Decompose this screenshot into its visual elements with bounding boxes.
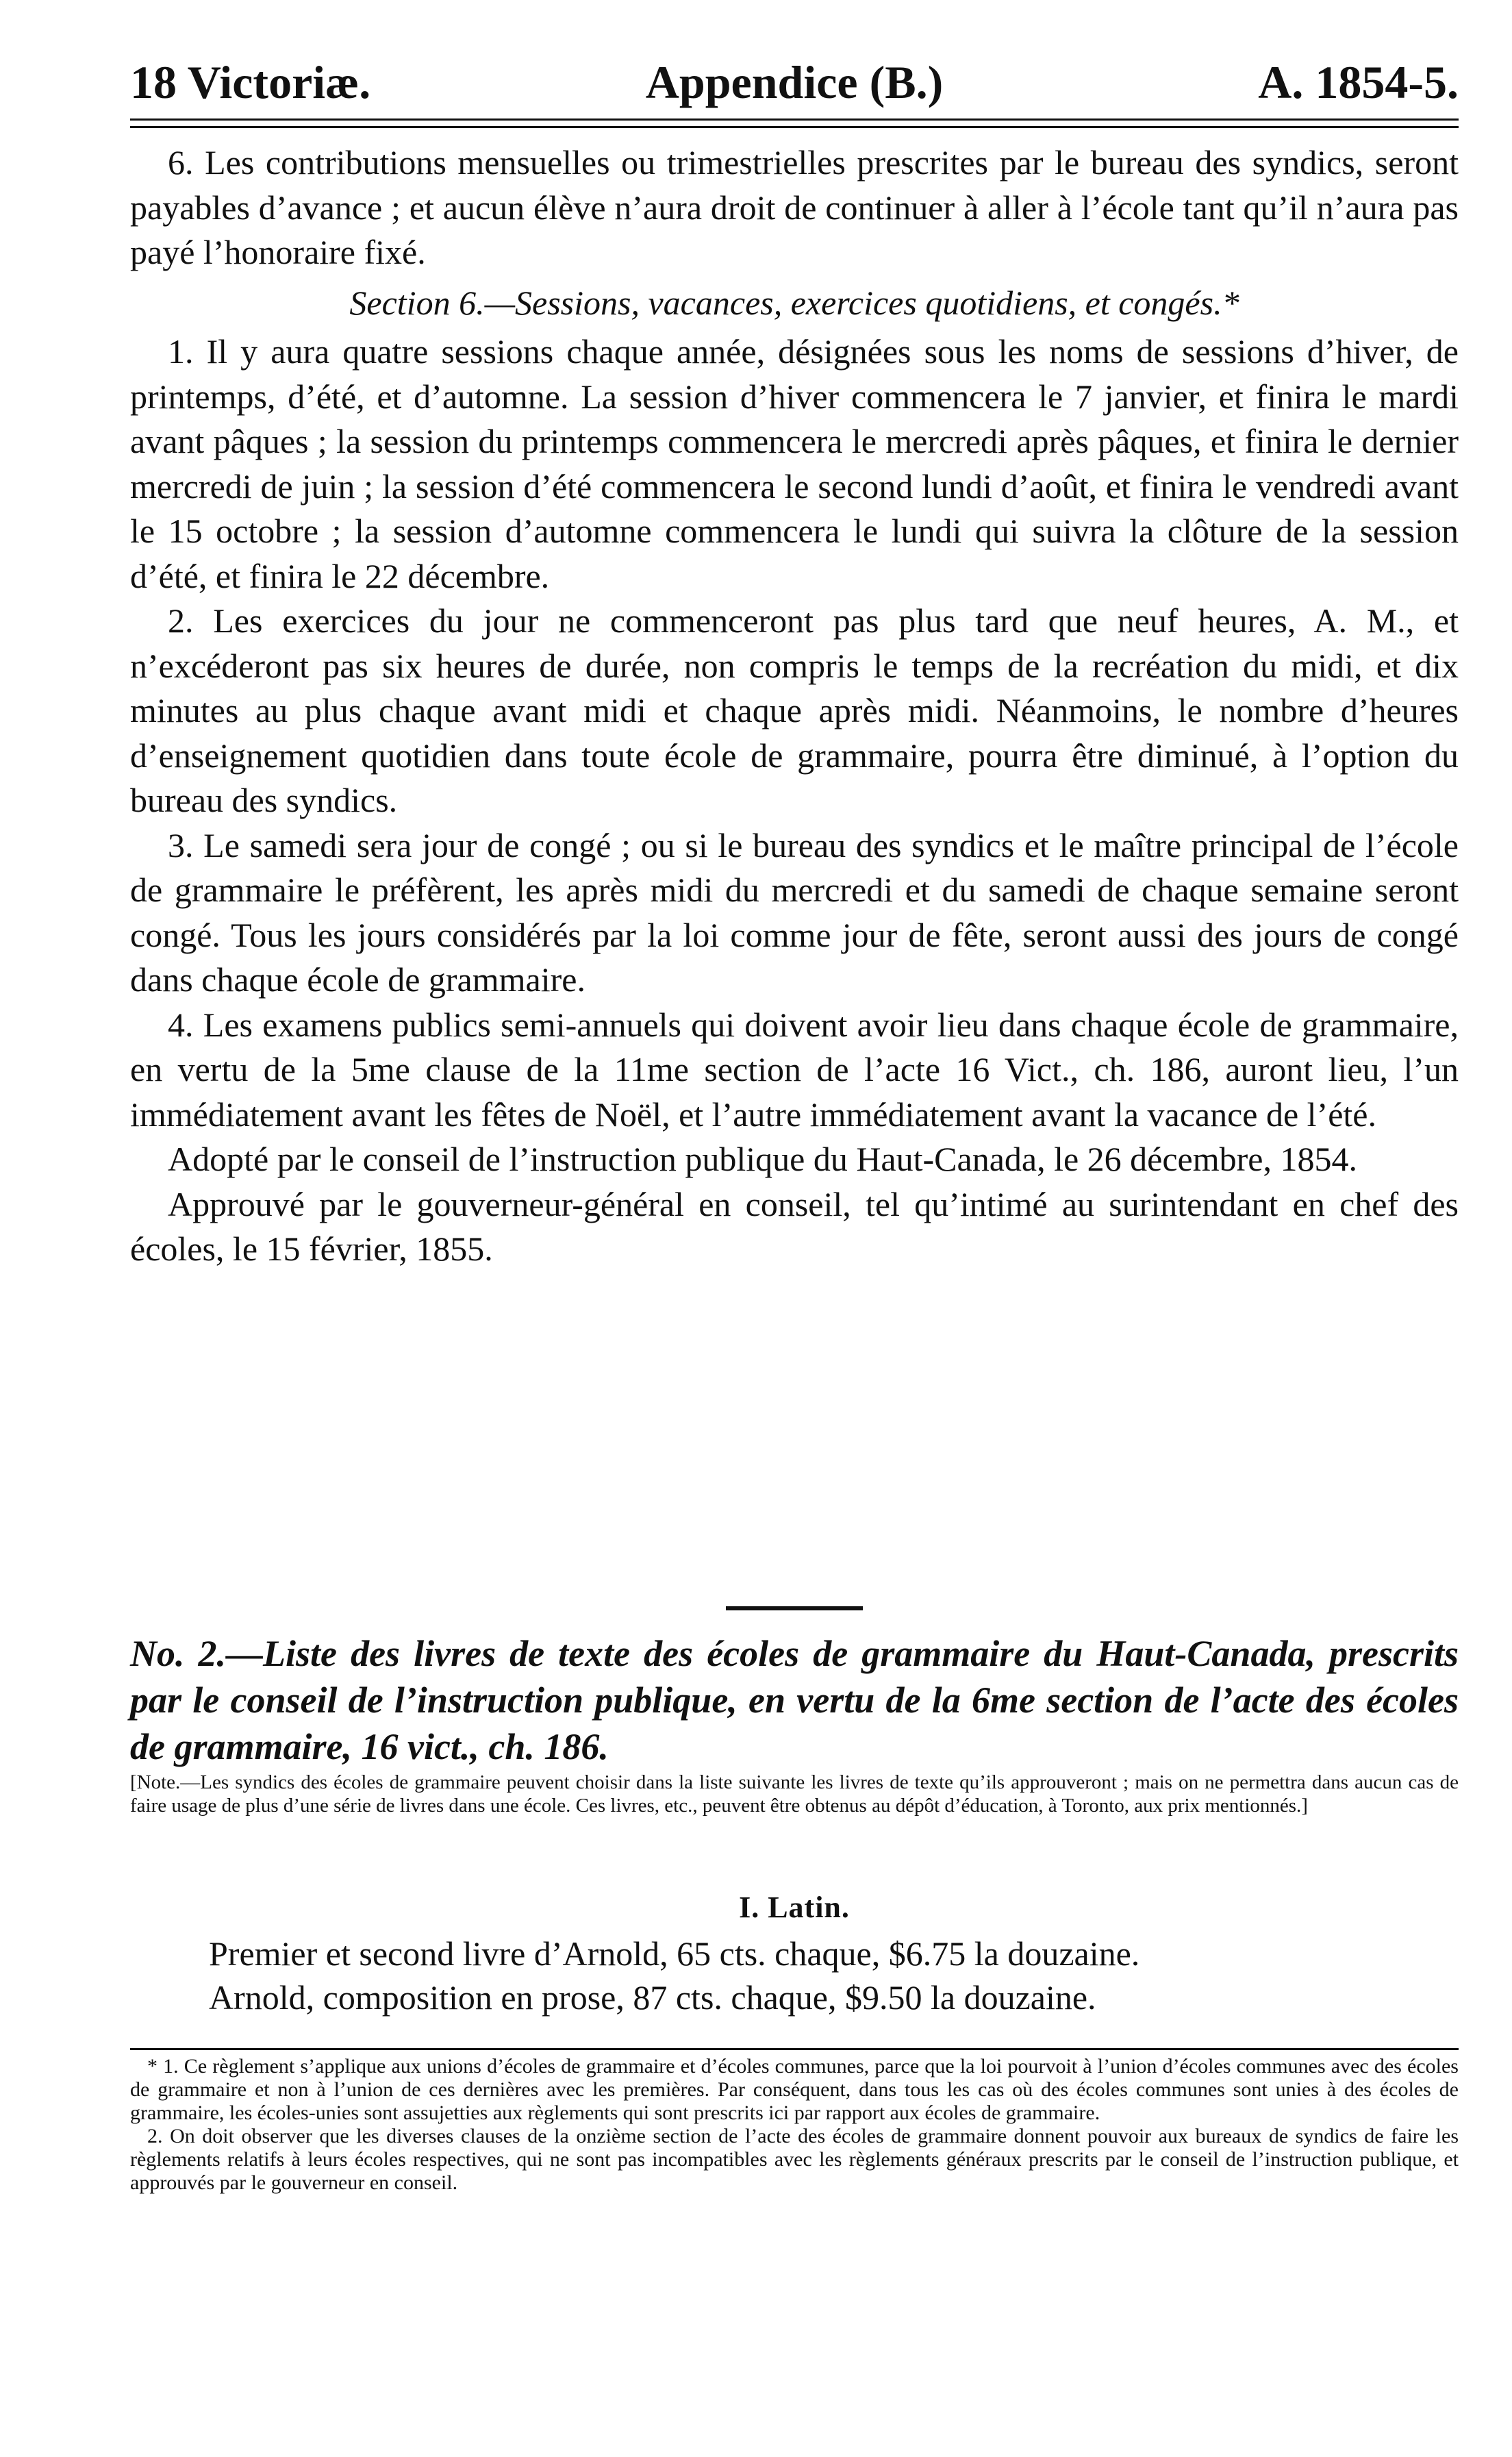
footnote-rule [130,2048,1459,2050]
approval-statement: Approuvé par le gouverneur-général en conseil, tel qu’intimé au surintendant en chef des écoles, le 15 février, 1855. [130,1184,1459,1268]
list-item: Premier et second livre d’Arnold, 65 cts. chaque, $6.75 la douzaine. [209,1934,1140,1973]
header-rule-top [130,119,1459,121]
latin-book-list [130,1932,1459,2019]
footnotes [130,2055,1459,2195]
header-year: A. 1854-5. [1258,56,1459,108]
header-appendix: Appendice (B.) [645,56,944,108]
paragraph-6: 6. Les contributions mensuelles ou trimestrielles prescrites par le bureau des syndics, seront payables d’avance ; et aucun élève n’aura droit de continuer à aller à l’école tant qu’il n’aura pas payé l’honoraire fixé. [130,143,1459,271]
list-heading: No. 2.—Liste des livres de texte des écoles de grammaire du Haut-Canada, prescrits par le conseil de l’instruction publique, en vertu de la 6me section de l’acte des écoles de grammaire, 16 vict., ch. 186. [130,1633,1459,1767]
section-6-clause-4: 4. Les examens publics semi-annuels qui doivent avoir lieu dans chaque école de grammaire, en vertu de la 5me clause de la 11me section de l’acte 16 Vict., ch. 186, auront lieu, l’un immédiatement avant les fêtes de Noël, et l’autre immédiatement avant la vacance de l’été. [130,1005,1459,1134]
list-item: Arnold, composition en prose, 87 cts. chaque, $9.50 la douzaine. [209,1978,1096,2017]
main-body [130,140,1459,1272]
note-paragraph: [Note.—Les syndics des écoles de grammaire peuvent choisir dans la liste suivante les livres de texte qu’ils approuveront ; mais on ne permettra dans aucun cas de faire usage de plus d’une série de livres dans une école. Ces livres, etc., peuvent être obtenus au dépôt d’éducation, à Toronto, aux prix mentionnés.] [130,1771,1459,1817]
section-divider [726,1606,863,1610]
adoption-statement: Adopté par le conseil de l’instruction publique du Haut-Canada, le 26 décembre, 1854. [168,1140,1357,1178]
latin-section-title: I. Latin. [739,1891,850,1924]
header-session: 18 Victoriæ. [130,56,371,108]
section-6-clause-3: 3. Le samedi sera jour de congé ; ou si le bureau des syndics et le maître principal de l’école de grammaire le préfèrent, les après midi du mercredi et du samedi de chaque semaine seront congé. Tous les jours considérés par la loi comme jour de fête, seront aussi des jours de congé dans chaque école de grammaire. [130,825,1459,999]
footnote-2: 2. On doit observer que les diverses clauses de la onzième section de l’acte des écoles de grammaire donnent pouvoir aux bureaux de syndics de faire les règlements relatifs à leurs écoles respectives, qui ne sont pas incompatibles avec les règlements généraux prescrits par le conseil de l’instruction publique, et approuvés par le gouverneur en conseil. [130,2125,1459,2194]
footnote-1: * 1. Ce règlement s’applique aux unions d’écoles de grammaire et d’écoles communes, parce que la loi pourvoit à l’union d’écoles communes avec des écoles de grammaire et non à l’union de ces dernières avec les premières. Par conséquent, dans tous les cas où des écoles communes sont unies à des écoles de grammaire, les écoles-unies sont assujetties aux règlements qui sont prescrits ici par rapport aux écoles de grammaire. [130,2055,1459,2124]
section-6-heading: Section 6.—Sessions, vacances, exercices quotidiens, et congés.* [349,283,1239,322]
header-rule-bottom [130,126,1459,128]
section-6-clause-1: 1. Il y aura quatre sessions chaque année, désignées sous les noms de sessions d’hiver, de printemps, d’été, et d’automne. La session d’hiver commencera le 7 janvier, et finira le mardi avant pâques ; la session du printemps commencera le mercredi après pâques, et finira le dernier mercredi de juin ; la session d’été commencera le second lundi d’août, et finira le vendredi avant le 15 octobre ; la session d’automne commencera le lundi qui suivra la clôture de la session d’été, et finira le 22 décembre. [130,332,1459,595]
section-6-clause-2: 2. Les exercices du jour ne commenceront pas plus tard que neuf heures, A. M., et n’excéderont pas six heures de durée, non compris le temps de la recréation du midi, et dix minutes au plus chaque avant midi et chaque après midi. Néanmoins, le nombre d’heures d’enseignement quotidien dans toute école de grammaire, pourra être diminué, à l’option du bureau des syndics. [130,601,1459,819]
page-header [130,48,1459,116]
